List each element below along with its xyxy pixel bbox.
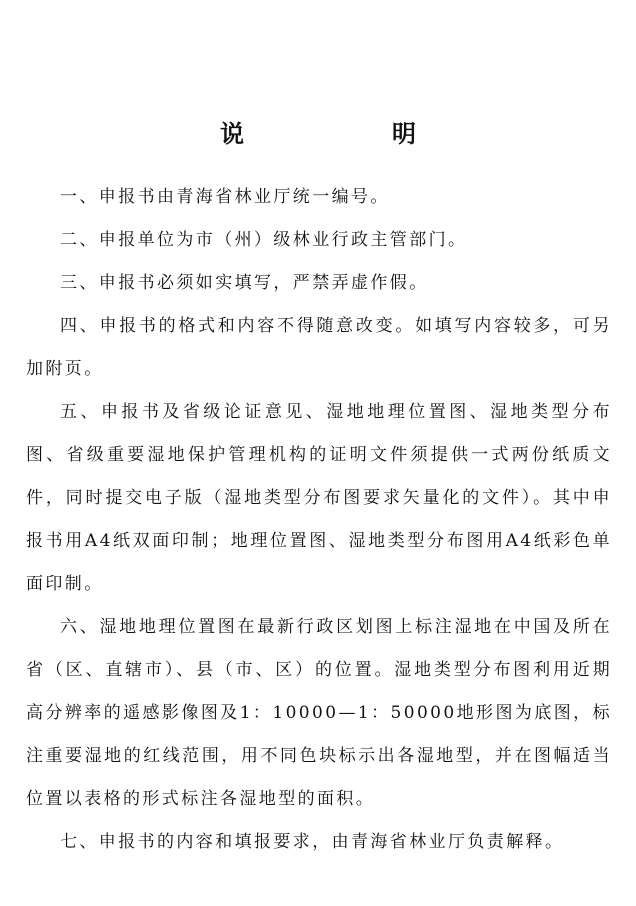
instruction-item-1: 一、申报书由青海省林业厅统一编号。	[60, 187, 390, 207]
page-title: 说 明	[220, 119, 478, 148]
instruction-item-6: 六、湿地地理位置图在最新行政区划图上标注湿地在中国及所在省（区、直辖市）、县（市、区）的位置。湿地类型分布图利用近期高分辨率的遥感影像图及1：10000—1：50000地形图为底图，标注重要湿地的红线范围，用不同色块标示出各湿地型，并在图幅适当位置以表格的形式标注各湿地型的面积。	[26, 617, 612, 809]
instruction-item-2: 二、申报单位为市（州）级林业行政主管部门。	[60, 230, 468, 250]
instructions-body	[26, 176, 612, 864]
instruction-item-7: 七、申报书的内容和填报要求，由青海省林业厅负责解释。	[60, 832, 565, 852]
instruction-item-3: 三、申报书必须如实填写，严禁弄虚作假。	[60, 273, 429, 293]
instruction-item-4: 四、申报书的格式和内容不得随意改变。如填写内容较多，可另加附页。	[26, 316, 612, 379]
instruction-item-5: 五、申报书及省级论证意见、湿地地理位置图、湿地类型分布图、省级重要湿地保护管理机构的证明文件须提供一式两份纸质文件，同时提交电子版（湿地类型分布图要求矢量化的文件）。其中申报书用A4纸双面印制；地理位置图、湿地类型分布图用A4纸彩色单面印制。	[26, 402, 612, 594]
